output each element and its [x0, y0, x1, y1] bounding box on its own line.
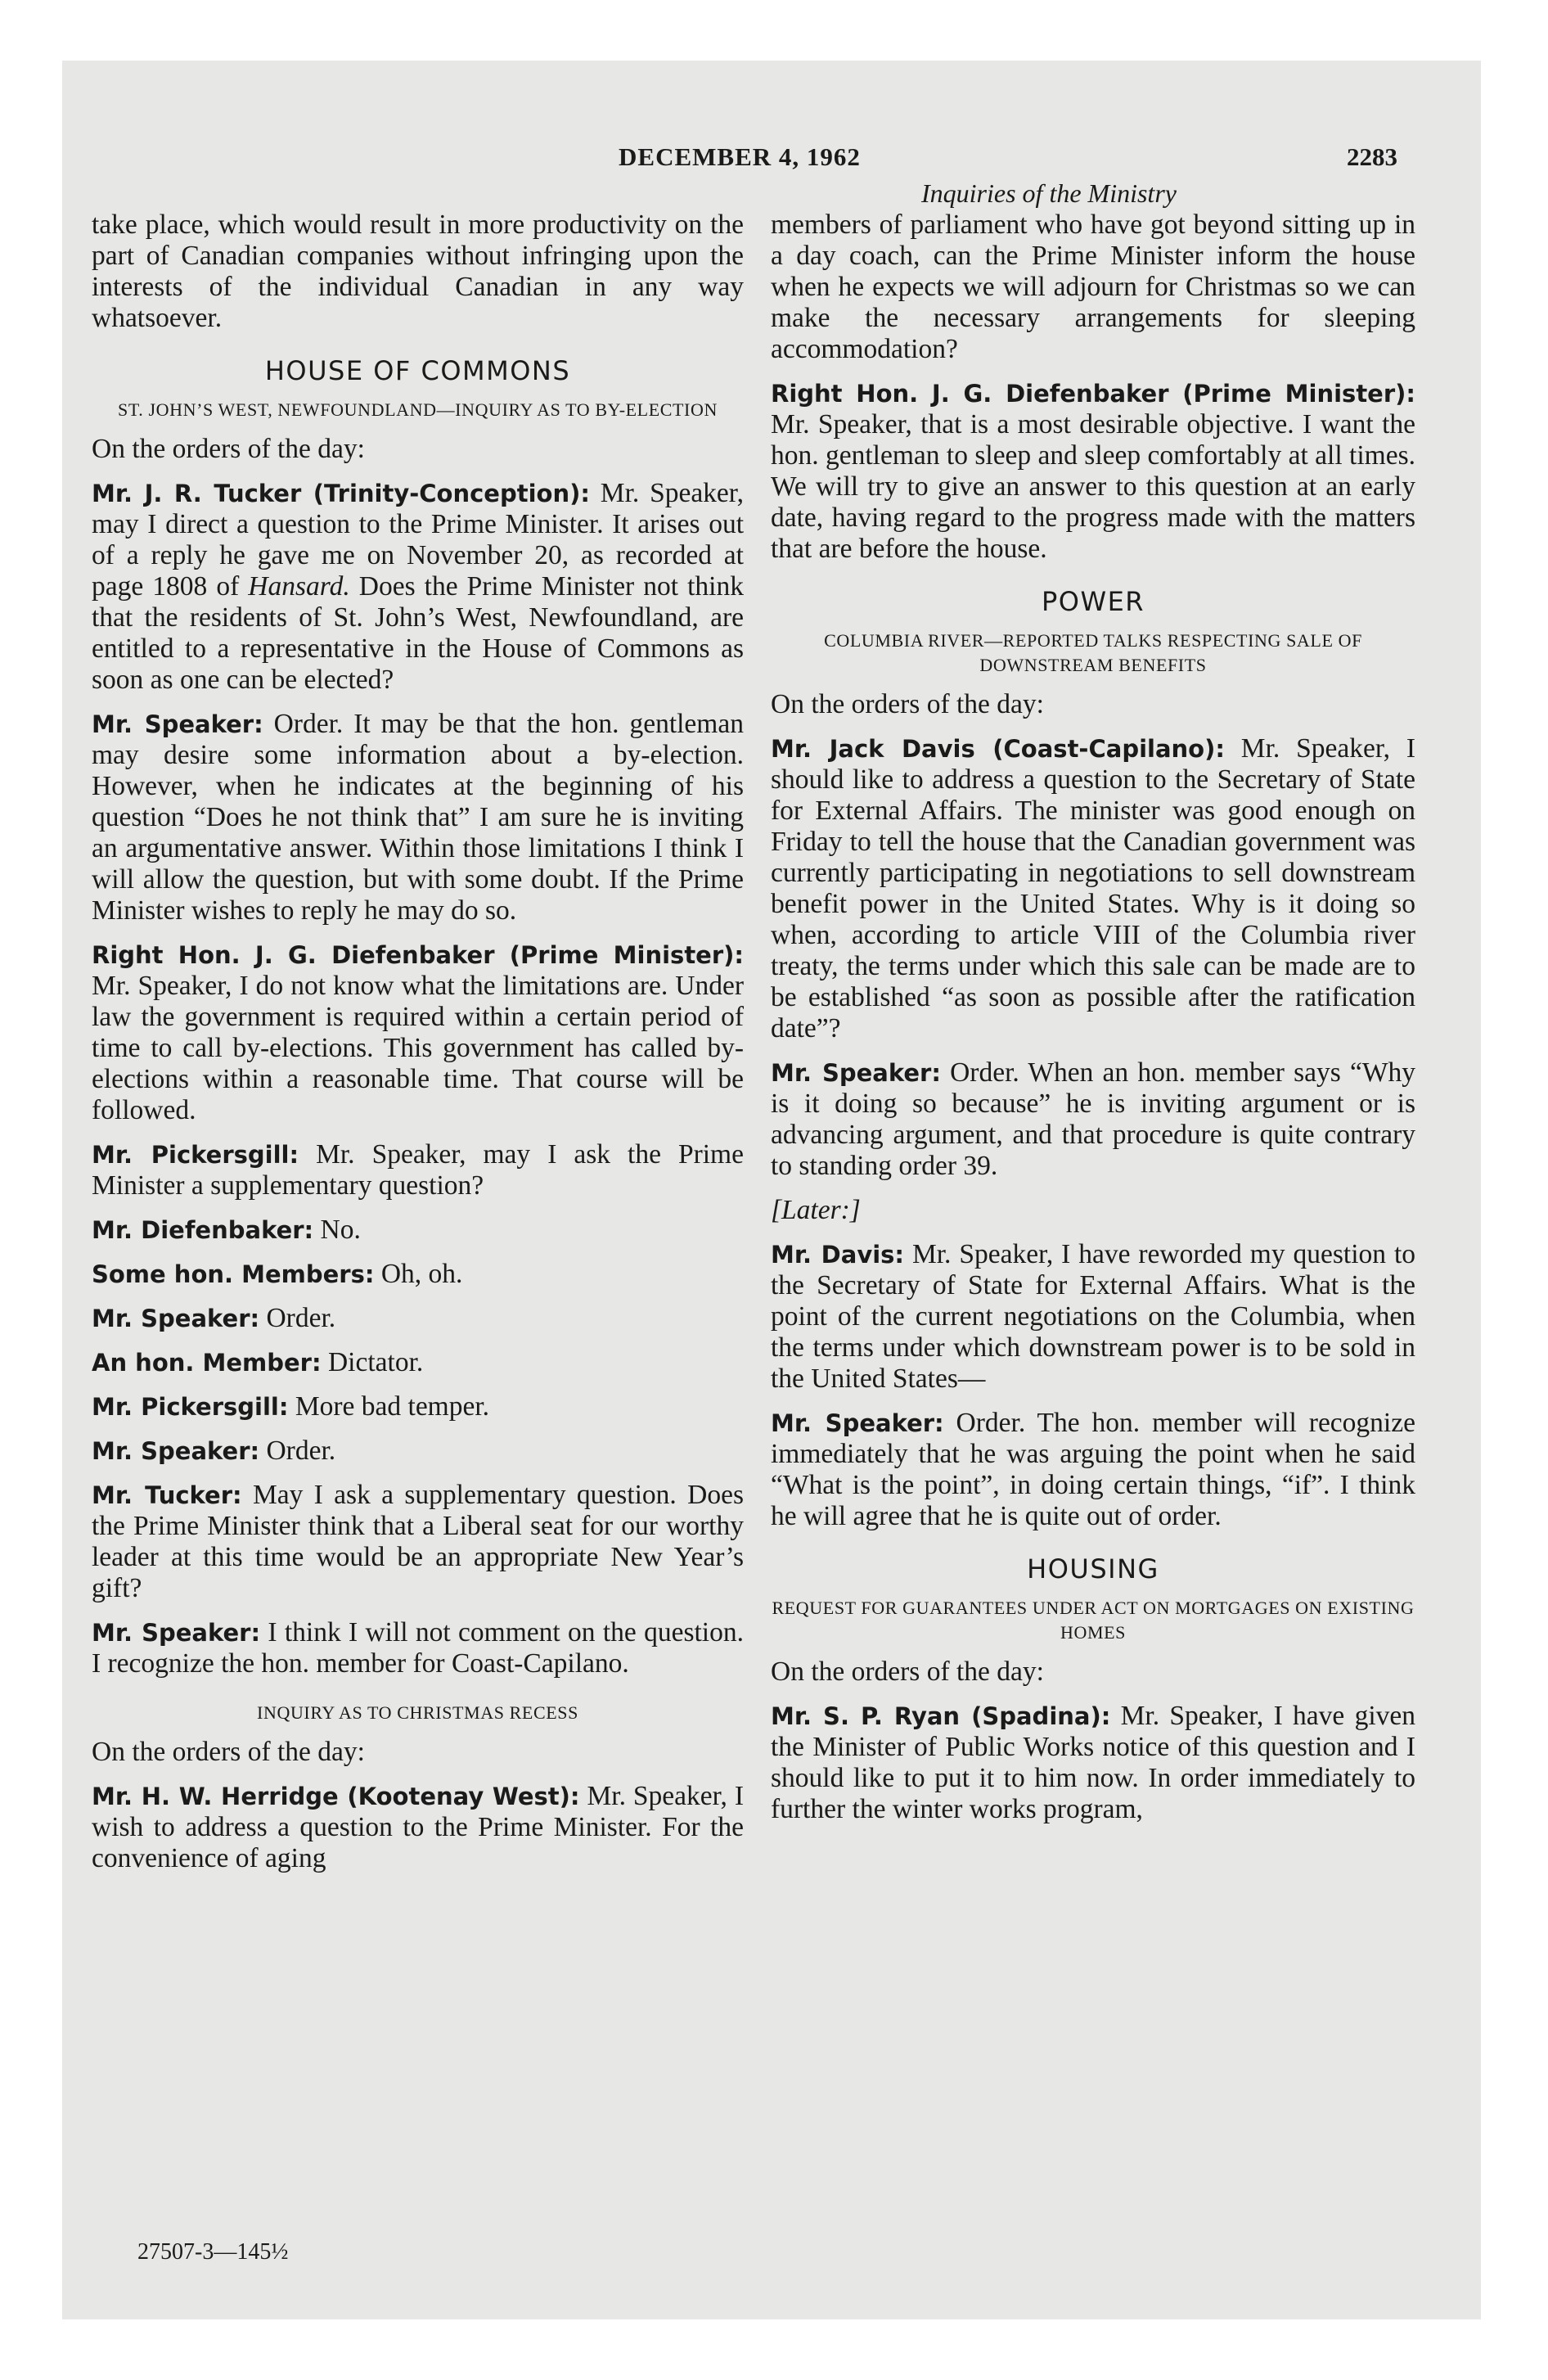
- later-note: [771, 1195, 1415, 1226]
- speaker-name: Mr. Davis:: [771, 1241, 905, 1269]
- speech-paragraph: [92, 1436, 744, 1467]
- left-column: [92, 210, 744, 1874]
- section-subheading: ST. JOHN’S WEST, NEWFOUNDLAND—INQUIRY AS TO BY-ELECTION: [118, 399, 718, 420]
- speech-paragraph: [771, 733, 1415, 1044]
- speech-paragraph: [771, 1239, 1415, 1395]
- speaker-name: Mr. Speaker:: [92, 1437, 260, 1465]
- speaker-name: Mr. Speaker:: [771, 1409, 944, 1437]
- speech-paragraph: [92, 1303, 744, 1334]
- section-subheading: INQUIRY AS TO CHRISTMAS RECESS: [257, 1702, 578, 1723]
- speech-text: Mr. Speaker, I do not know what the limitations are. Under law the government is required within a certain period of time to call by-elections. This government has called by-elections within a reasonable time. That course will be followed.: [92, 971, 744, 1125]
- speech-paragraph: [771, 1057, 1415, 1182]
- section-subheading: REQUEST FOR GUARANTEES UNDER ACT ON MORTGAGES ON EXISTING HOMES: [772, 1598, 1415, 1643]
- speech-paragraph: [92, 1480, 744, 1604]
- speech-paragraph: [92, 940, 744, 1126]
- orders-line: On the orders of the day:: [92, 434, 365, 464]
- speech-paragraph: [771, 1701, 1415, 1825]
- speech-text: Mr. Speaker, I have given the Minister of Public Works notice of this question and I should like to put it to him now. In order immediately to further the winter works program,: [771, 1701, 1416, 1824]
- speaker-name: Mr. Speaker:: [92, 1619, 261, 1647]
- speech-text: Mr. Speaker, that is a most desirable objective. I want the hon. gentleman to sleep and sleep comfortably at all times. We will try to give an answer to this question at an early date, having regard to the progress made with the matters that are before the house.: [771, 409, 1415, 564]
- speaker-name: Some hon. Members:: [92, 1260, 375, 1288]
- section-heading: HOUSE OF COMMONS: [264, 355, 571, 386]
- speaker-name: Mr. Speaker:: [771, 1059, 941, 1087]
- speech-paragraph: [771, 1408, 1415, 1532]
- speech-paragraph: [92, 1617, 744, 1679]
- speaker-name: Mr. Jack Davis (Coast-Capilano):: [771, 735, 1225, 763]
- speech-paragraph: [92, 1259, 744, 1290]
- speech-italic: Hansard.: [248, 571, 350, 602]
- speaker-name: Mr. S. P. Ryan (Spadina):: [771, 1702, 1111, 1730]
- speech-text: Order.: [259, 1436, 336, 1466]
- header-date: DECEMBER 4, 1962: [619, 142, 861, 171]
- page-number: 2283: [1347, 142, 1397, 171]
- speech-text: Dictator.: [321, 1347, 424, 1377]
- speech-paragraph: [92, 1215, 744, 1246]
- speech-paragraph: [92, 709, 744, 926]
- speech-text: Mr. Speaker, may I direct a question to the Prime Minister. It arises out of a reply he gave me on November 20, as recorded at page 1808 of: [92, 478, 744, 602]
- speech-text: Order. The hon. member will recognize immediately that he was arguing the point when he said “What is the point”, in doing certain things, “if”. I think he will agree that he is quite out of order.: [771, 1408, 1415, 1531]
- speech-text: Mr. Speaker, I wish to address a question to the Prime Minister. For the convenience of aging: [92, 1781, 744, 1873]
- speaker-name: An hon. Member:: [92, 1349, 322, 1377]
- right-column: [771, 210, 1415, 1825]
- speech-paragraph: [771, 378, 1415, 565]
- speaker-name: Mr. Pickersgill:: [92, 1141, 299, 1169]
- speaker-name: Mr. Pickersgill:: [92, 1393, 289, 1421]
- speech-text: Mr. Speaker, may I ask the Prime Minister a supplementary question?: [92, 1139, 744, 1201]
- speech-paragraph: [92, 478, 744, 696]
- speech-text: Does the Prime Minister not think that the residents of St. John’s West, Newfoundland, are entitled to a representative in the House of Commons as soon as one can be elected?: [92, 571, 744, 695]
- speaker-name: Mr. Diefenbaker:: [92, 1216, 314, 1244]
- speech-paragraph: [92, 1139, 744, 1201]
- speaker-name: Mr. Speaker:: [92, 710, 263, 738]
- speaker-name: Right Hon. J. G. Diefenbaker (Prime Minister):: [92, 941, 744, 969]
- speech-text: May I ask a supplementary question. Does the Prime Minister think that a Liberal seat for our worthy leader at this time would be an appropriate New Year’s gift?: [92, 1480, 744, 1603]
- speaker-name: Mr. Speaker:: [92, 1305, 260, 1332]
- speaker-name: Mr. J. R. Tucker (Trinity-Conception):: [92, 480, 590, 507]
- speech-text: More bad temper.: [288, 1391, 490, 1422]
- speaker-name: Right Hon. J. G. Diefenbaker (Prime Minister):: [771, 380, 1415, 408]
- speech-text: Mr. Speaker, I have reworded my question to the Secretary of State for External Affairs. What is the point of the current negotiations on the Columbia, when the terms under which downstream power is to be sold in the United States—: [771, 1239, 1416, 1394]
- document-page: [62, 61, 1481, 2319]
- speech-paragraph: [92, 1391, 744, 1422]
- running-subtitle: Inquiries of the Ministry: [921, 178, 1177, 208]
- orders-line: On the orders of the day:: [771, 689, 1044, 719]
- speech-text: Oh, oh.: [374, 1259, 463, 1289]
- speech-text: Order. When an hon. member says “Why is it doing so because” he is inviting argument or is advancing argument, and that procedure is quite contrary to standing order 39.: [771, 1057, 1415, 1181]
- speaker-name: Mr. Tucker:: [92, 1481, 242, 1509]
- page-footer-code: 27507-3—145½: [137, 2239, 289, 2265]
- speech-text: No.: [313, 1215, 361, 1245]
- speech-paragraph: [92, 1781, 744, 1874]
- speech-text: Order. It may be that the hon. gentleman may desire some information about a by-election. However, when he indicates at the beginning of his question “Does he not think that” I am sure he is inviting an argumentative answer. Within those limitations I think I will allow the question, but with some doubt. If the Prime Minister wishes to reply he may do so.: [92, 709, 744, 926]
- section-subheading: COLUMBIA RIVER—REPORTED TALKS RESPECTING SALE OF DOWNSTREAM BENEFITS: [824, 630, 1362, 675]
- speech-text: I think I will not comment on the question. I recognize the hon. member for Coast-Capilano.: [92, 1617, 744, 1679]
- later-italic: [Later:]: [771, 1195, 861, 1225]
- paragraph-intro: take place, which would result in more productivity on the part of Canadian companies without infringing upon the interests of the individual Canadian in any way whatsoever.: [92, 210, 744, 333]
- speech-text: Mr. Speaker, I should like to address a question to the Secretary of State for External Affairs. The minister was good enough on Friday to tell the house that the Canadian government was currently participating in negotiations to sell downstream benefit power in the United States. Why is it doing so when, according to article VIII of the Columbia river treaty, the terms under which this sale can be made are to be established “as soon as possible after the ratification date”?: [771, 733, 1415, 1044]
- speech-text: Order.: [259, 1303, 336, 1333]
- section-heading: HOUSING: [1027, 1553, 1159, 1584]
- orders-line: On the orders of the day:: [771, 1657, 1044, 1687]
- speaker-name: Mr. H. W. Herridge (Kootenay West):: [92, 1783, 580, 1810]
- paragraph-continued: members of parliament who have got beyond sitting up in a day coach, can the Prime Minister inform the house when he expects we will adjourn for Christmas so we can make the necessary arrangements for sleeping accommodation?: [771, 210, 1415, 364]
- page-header: [62, 142, 1481, 208]
- section-heading: POWER: [1041, 586, 1145, 617]
- orders-line: On the orders of the day:: [92, 1737, 365, 1767]
- speech-paragraph: [92, 1347, 744, 1378]
